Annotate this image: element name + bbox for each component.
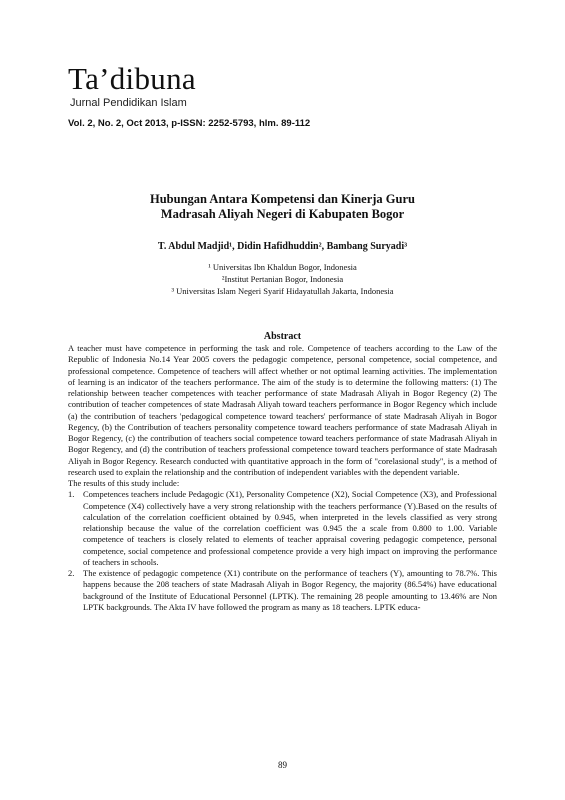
affiliation-2: ²Institut Pertanian Bogor, Indonesia: [221, 274, 344, 284]
list-item-number: 2.: [68, 568, 75, 578]
list-item-number: 1.: [68, 489, 75, 500]
paper-title-line-1: Hubungan Antara Kompetensi dan Kinerja Guru: [150, 192, 415, 206]
results-list: [68, 489, 497, 613]
journal-title: Ta’dibuna: [68, 61, 196, 96]
list-item-text: The existence of pedagogic competence (X1) contribute on the performance of teachers (Y), amounting to 78.7%. This happens because the 208 teachers of state Madrasah Aliyah in Bogor Regency, the majority (86.54%) have educational background of the Institute of Educational Personnel (LPTK). The remaining 28 people amounting to 13.46% are Non LPTK backgrounds. The Akta IV have followed the program as many as 18 teachers. LPTK educa-: [83, 568, 497, 612]
list-item-text: Competences teachers include Pedagogic (X1), Personality Competence (X2), Social Competence (X3), and Professional Competence (X4) collectively have a very strong relationship with the teachers performance (Y).Based on the results of calculation of the correlation coefficient obtained by 0.945, when interpreted in the levels classified as very strong relationship because the value of the correlation coefficient was 0.945 the a scale from 0.800 to 1.00. Variable competence of teachers is closely related to elements of teacher appraisal covering pedagogic competence, personal competence, social competence and professional competence provide a very high impact on improving the performance of teachers in schools.: [83, 489, 497, 567]
author-list: T. Abdul Madjid¹, Didin Hafidhuddin², Bambang Suryadi³: [157, 241, 408, 252]
paper-title-line-2: Madrasah Aliyah Negeri di Kabupaten Bogor: [160, 207, 405, 221]
abstract-body: [68, 343, 497, 613]
affiliation-1: ¹ Universitas Ibn Khaldun Bogor, Indonesia: [208, 262, 357, 272]
journal-subtitle: Jurnal Pendidikan Islam: [70, 97, 187, 109]
abstract-paragraph: A teacher must have competence in performing the task and role. Competence of teachers according to the Law of the Republic of Indonesia No.14 Year 2005 covers the pedagogic competence, personal competence, social competence, and professional competence. Competence of teachers will affect whether or not optimal learning activities. The implementation of learning is an indicator of the teachers performance. The aim of the study is to determine the following matters: (1) The relationship between teacher competences with teacher performance of state Madrasah Aliyah in Bogor Regency (2) The contribution of teacher competences of state Madrasah Aliyah toward teachers performance in Bogor Regency which include (a) the contribution of teachers 'pedagogical competence toward teachers' performance of state Madrasah Aliyah in Bogor Regency, (b) the Contribution of teachers personality competence toward teachers performance of state Madrasah Aliyah in Bogor Regency, (c) the contribution of teachers social competence toward teachers performance of state Madrasah Aliyah in Bogor Regency, and (d) the contribution of teachers professional competence toward teachers performance of state Madrasah Aliyah in Bogor Regency. Research conducted with quantitative approach in the form of "corelasional study", is a method of research used to explain the relationship and the contribution of independent variables with the dependent variable.: [68, 343, 497, 477]
journal-masthead: [68, 61, 196, 109]
page-number: 89: [278, 760, 287, 770]
results-intro: The results of this study include:: [68, 478, 180, 488]
list-item: [68, 489, 497, 568]
abstract-heading: Abstract: [263, 331, 302, 342]
volume-line: Vol. 2, No. 2, Oct 2013, p-ISSN: 2252-5793, hlm. 89-112: [68, 118, 311, 129]
list-item: [68, 568, 497, 613]
affiliation-3: ³ Universitas Islam Negeri Syarif Hidayatullah Jakarta, Indonesia: [171, 286, 394, 296]
